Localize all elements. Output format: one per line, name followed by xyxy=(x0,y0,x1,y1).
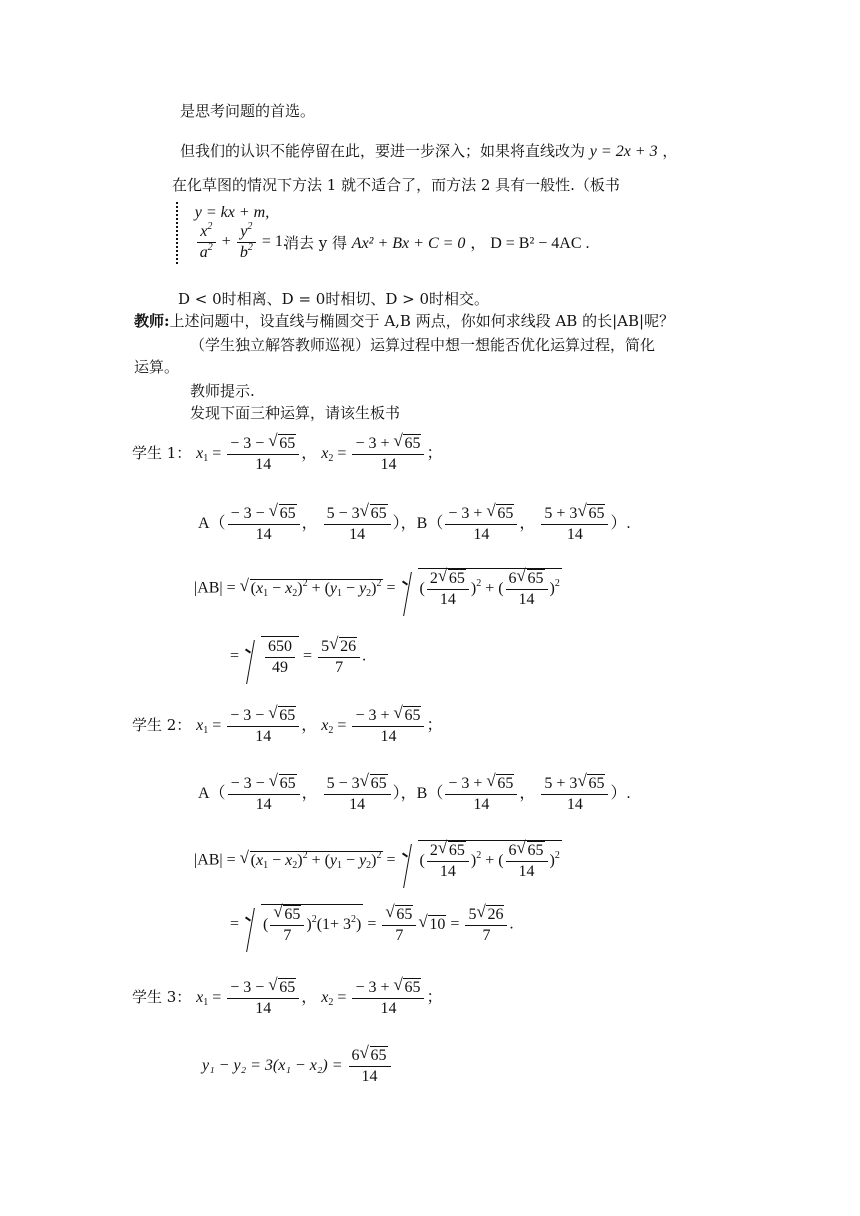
text-line: （学生独立解答教师巡视）运算过程中想一想能否优化运算过程，简化 xyxy=(190,336,656,354)
student-label: 学生 1： xyxy=(132,444,192,463)
student-1-distance: |AB| = √ $(x_1 - x_2)^2 + (y_1 - y_2)^2$ = ( $\frac{2√ 65}{14}$ )$^2$ + ( $\frac{6√ 65}{14}$ )$^2$ xyxy=(194,568,562,610)
student-label: 学生 3： xyxy=(132,988,192,1007)
student-1-result: = $\frac{650}{49}$ = $\frac{5√ 26}{7}$ . xyxy=(230,636,366,678)
text-line: 运算。 xyxy=(134,358,180,376)
student-label: 学生 2： xyxy=(132,716,192,735)
student-3-roots: 学生 3： $x_1$ = $\frac{- 3 - √ 65}{14}$ ， $x_2$ = $\frac{- 3 + √ 65}{14}$ ； xyxy=(132,978,443,1019)
student-2-roots: 学生 2： $x_1$ = $\frac{- 3 - √ 65}{14}$ ， $x_2$ = $\frac{- 3 + √ 65}{14}$ ； xyxy=(132,706,443,747)
equation-system xyxy=(176,202,287,264)
elimination-text xyxy=(284,230,590,253)
student-2-points: A（ $\frac{- 3 - √ 65}{14}$ ， $\frac{5 - 3√ 65}{14}$ ），B（ $\frac{- 3 + √ 65}{14}$ ， $\frac{5 + 3√ 65}{14}$ ）. xyxy=(198,774,630,815)
text-line: 是思考问题的首选。 xyxy=(180,102,316,120)
student-1-roots: 学生 1： $x_1$ = $\frac{- 3 - √ 65}{14}$ ， $x_2$ = $\frac{- 3 + √ 65}{14}$ ； xyxy=(132,434,443,475)
student-2-result: = ( √ $\frac{65}{7}$ )$^2(1+ 3^2)$ = √ $\frac{65}{7}$ √ 10 = $\frac{5√ 26}{7}$ . xyxy=(230,904,513,946)
text-line: D < 0时相离、D = 0时相切、D > 0时相交。 xyxy=(178,290,490,308)
text-line: 发现下面三种运算，请该生板书 xyxy=(190,404,401,422)
discriminant: ， D = B² − 4AC . xyxy=(470,235,590,252)
ellipse-eq: $\frac{x^2}{a^2}$ + $\frac{y^2}{b^2}$ = 1. xyxy=(195,222,287,263)
text-segment: ， xyxy=(662,142,678,160)
brace xyxy=(176,202,186,264)
line-eq: y = kx + m, xyxy=(194,203,270,221)
teacher-label: 教师: xyxy=(134,312,170,330)
text-segment: 消去 y 得 xyxy=(284,234,348,252)
text-line: 教师提示. xyxy=(190,382,255,400)
student-1-points: A（ $\frac{- 3 - √ 65}{14}$ ， $\frac{5 - 3√ 65}{14}$ ），B（ $\frac{- 3 + √ 65}{14}$ ， $\frac{5 + 3√ 65}{14}$ ）. xyxy=(198,504,630,545)
student-2-distance: |AB| = √ $(x_1 - x_2)^2 + (y_1 - y_2)^2$ = ( $\frac{2√ 65}{14}$ )$^2$ + ( $\frac{6√ 65}{14}$ )$^2$ xyxy=(194,840,562,882)
diff-expression: y₁ − y₂ = 3(x₁ − x₂) = xyxy=(202,1057,343,1075)
text-line xyxy=(180,140,677,161)
text-segment: 但我们的认识不能停留在此，要进一步深入；如果将直线改为 xyxy=(180,142,586,160)
student-3-diff: y₁ − y₂ = 3(x₁ − x₂) = $\frac{6√ 65}{14}$ xyxy=(202,1046,393,1087)
text-segment: 上述问题中，设直线与椭圆交于 A,B 两点，你如何求线段 AB 的长|AB|呢？ xyxy=(169,312,675,330)
text-line: 在化草图的情况下方法 1 就不适合了，而方法 2 具有一般性.（板书 xyxy=(172,176,620,194)
line-equation: y = 2x + 3 xyxy=(589,143,658,160)
quadratic-eq: Ax² + Bx + C = 0 xyxy=(351,235,466,252)
text-line xyxy=(134,310,674,331)
